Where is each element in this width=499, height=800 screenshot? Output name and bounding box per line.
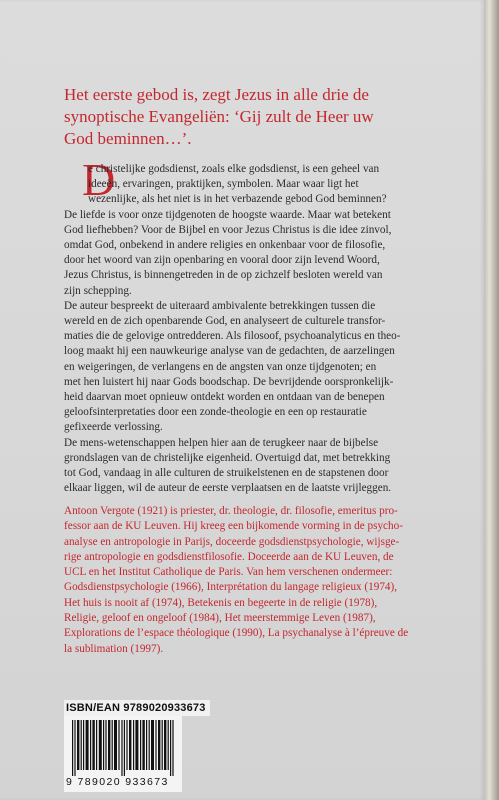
author-bio: [64, 504, 444, 657]
blurb-line: tot God, vandaag in alle culturen de struikelstenen en de stapstenen door: [64, 467, 389, 480]
blurb-line: ideeën, ervaringen, praktijken, symbolen. Maar waar ligt het: [88, 178, 359, 191]
blurb-line: De liefde is voor onze tijdgenoten de hoogste waarde. Maar wat betekent: [64, 208, 391, 221]
drop-cap-letter: D: [82, 154, 116, 205]
author-bio-line: Antoon Vergote (1921) is priester, dr. theologie, dr. filosofie, emeritus pro-: [64, 505, 398, 517]
blurb-line: maties die de gelovige ontredderen. Als filosoof, psychoanalyticus en theo-: [64, 330, 401, 343]
author-bio-line: UCL en het Institut Catholique de Paris. Van hem verschenen ondermeer:: [64, 566, 393, 579]
blurb-line: gefixeerde verlossing.: [64, 421, 163, 434]
tagline-line: God beminnen…’.: [64, 129, 192, 148]
author-bio-line: Godsdienstpsychologie (1966), Interprétation du langage religieux (1974),: [64, 581, 398, 594]
blurb-line: De mens-wetenschappen helpen hier aan de terugkeer naar de bijbelse: [64, 436, 379, 449]
blurb-line: wereld en de zich openbarende God, en analyseert de culturele transfor-: [64, 315, 386, 328]
barcode-bars: [72, 720, 174, 776]
author-bio-line: Religie, geloof en ongeloof (1984), Het meerstemmige Leven (1987),: [64, 612, 376, 625]
blurb-line: en weigeringen, de verlangens en de angsten van onze tijdgenoten; en: [64, 360, 377, 373]
blurb-line: Jezus Christus, is binnengetreden in de op zichzelf besloten wereld van: [64, 269, 383, 282]
author-bio-line: la sublimation (1997).: [64, 642, 164, 655]
blurb-line: grondslagen van de christelijke eigenheid. Overtuigd dat, met betrekking: [64, 451, 391, 464]
tagline-line: Het eerste gebod is, zegt Jezus in alle drie de: [64, 85, 369, 104]
author-bio-line: rige antropologie en godsdienstfilosofie. Doceerde aan de KU Leuven, de: [64, 550, 394, 563]
blurb-line: omdat God, onbekend in andere religies en onkenbaar voor de filosofie,: [64, 239, 386, 252]
blurb-text: [64, 162, 444, 496]
barcode-digits: 9 789020 933673: [66, 776, 169, 788]
blurb-line: door het woord van zijn openbaring en vooral door zijn levend Woord,: [64, 254, 380, 267]
barcode: [64, 716, 182, 792]
author-bio-line: fessor aan de KU Leuven. Hij kreeg een bijkomende vorming in de psycho-: [64, 520, 403, 533]
tagline: [64, 84, 444, 150]
author-bio-line: Explorations de l’espace théologique (1990), La psychanalyse à l’épreuve de: [64, 627, 409, 640]
author-bio-line: Het huis is nooit af (1974), Betekenis en begeerte in de religie (1978),: [64, 596, 378, 609]
author-bio-line: analyse en antropologie in Parijs, doceerde godsdienstpsychologie, wijsge-: [64, 535, 400, 548]
isbn-label: ISBN/EAN 9789020933673: [64, 700, 210, 716]
blurb-line: zijn schepping.: [64, 284, 132, 297]
blurb-line: wezenlijke, als het niet is in het verbazende gebod God beminnen?: [88, 193, 387, 206]
book-page-edge: [483, 0, 499, 800]
blurb-line: De auteur bespreekt de uiteraard ambivalente betrekkingen tussen die: [64, 299, 376, 312]
blurb-line: geloofsinterpretaties door een zonde-theologie en een op restauratie: [64, 406, 367, 419]
blurb-line: God liefhebben? Voor de Bijbel en voor Jezus Christus is die idee zinvol,: [64, 223, 392, 236]
blurb-line: e christelijke godsdienst, zoals elke godsdienst, is een geheel van: [88, 163, 380, 175]
tagline-line: synoptische Evangeliën: ‘Gij zult de Heer uw: [64, 107, 374, 126]
blurb-line: loog maakt hij een nauwkeurige analyse van de gedachten, de aarzelingen: [64, 345, 395, 358]
blurb-line: met hen luistert hij naar Gods boodschap. De bevrijdende oorspronkelijk-: [64, 375, 394, 388]
blurb-line: elkaar liggen, wil de auteur de eerste verplaatsen en de laatste vrijleggen.: [64, 482, 392, 495]
blurb-line: heid daarvan moet opnieuw ontdekt worden en ontdaan van de benepen: [64, 391, 385, 404]
